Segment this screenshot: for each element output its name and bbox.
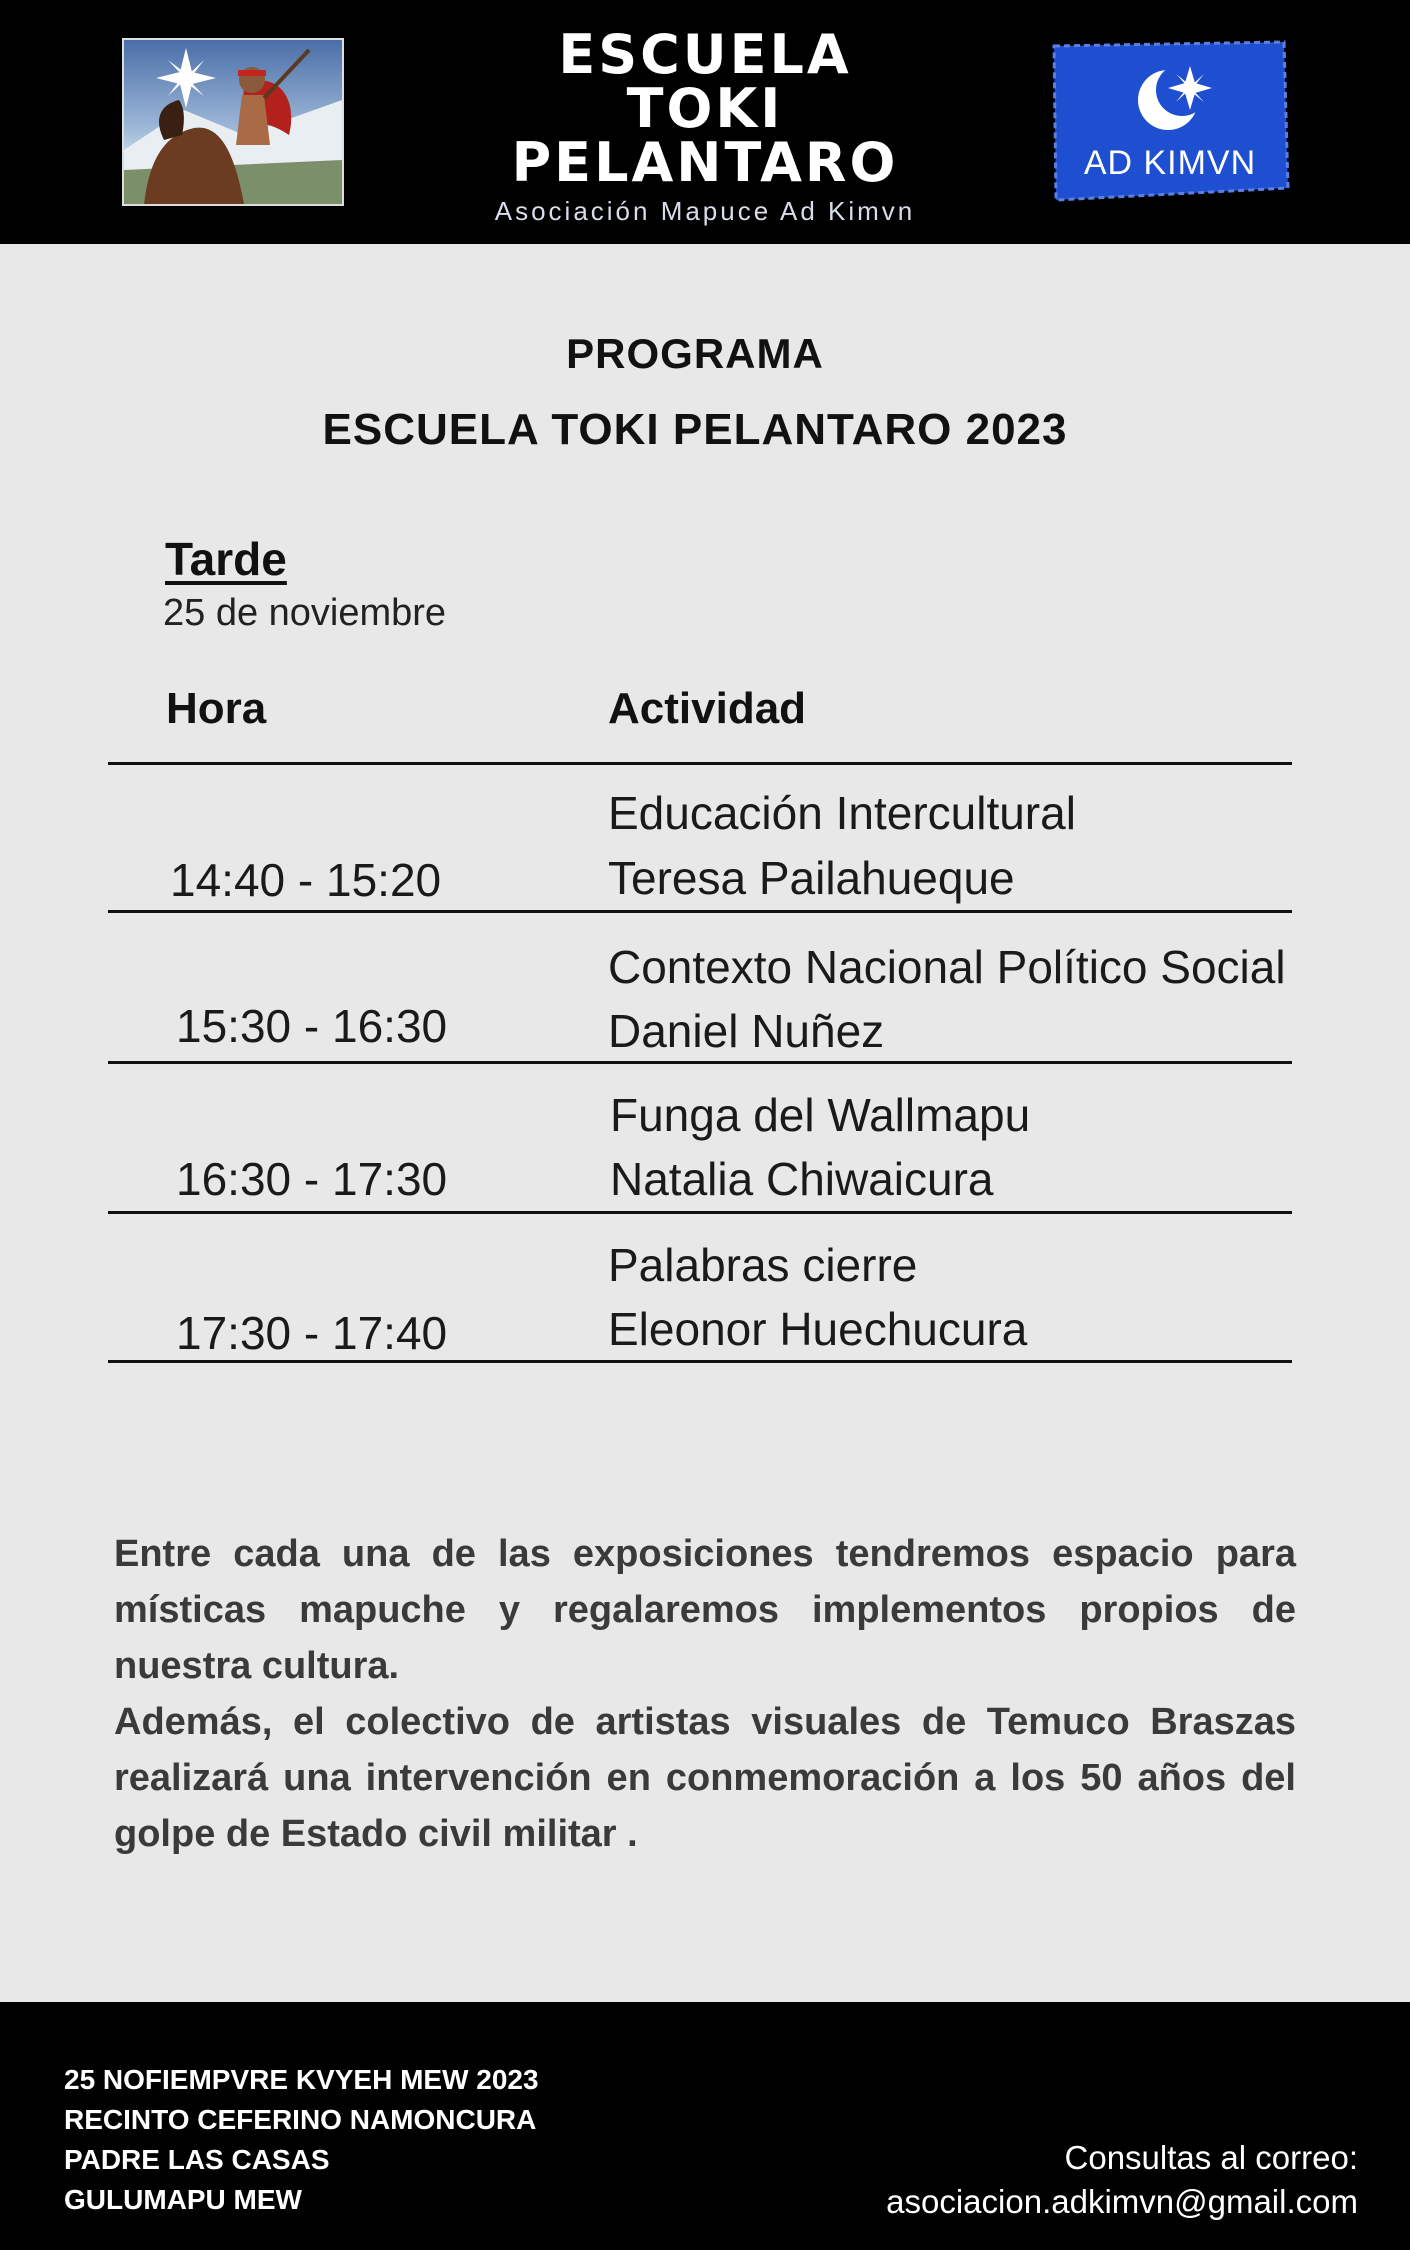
- program-title: PROGRAMA: [566, 330, 824, 377]
- activity-time: 15:30 - 16:30: [176, 1000, 448, 1052]
- school-title-line-2: TOKI: [626, 77, 784, 140]
- program-notes: [114, 1526, 1296, 1862]
- program-subtitle: ESCUELA TOKI PELANTARO 2023: [322, 405, 1068, 454]
- event-region: GULUMAPU MEW: [64, 2184, 302, 2215]
- column-header-hora: Hora: [166, 684, 267, 733]
- activity-speaker: Natalia Chiwaicura: [610, 1153, 994, 1205]
- activity-time: 16:30 - 17:30: [176, 1153, 448, 1205]
- contact-email[interactable]: asociacion.adkimvn@gmail.com: [886, 2183, 1358, 2220]
- activity-speaker: Eleonor Huechucura: [608, 1303, 1028, 1355]
- event-date: 25 NOFIEMPVRE KVYEH MEW 2023: [64, 2064, 539, 2095]
- activity-title: Contexto Nacional Político Social: [608, 941, 1286, 993]
- header-banner: [0, 0, 1410, 244]
- school-title-line-1: ESCUELA: [558, 23, 852, 86]
- row-divider: [108, 1061, 1292, 1064]
- activity-title: Funga del Wallmapu: [610, 1089, 1031, 1141]
- ad-kimvn-flag: [1048, 38, 1292, 206]
- row-divider: [108, 1211, 1292, 1214]
- footer-banner: [0, 2002, 1410, 2250]
- toki-pelantaro-logo: [122, 38, 344, 206]
- school-title-line-3: PELANTARO: [511, 131, 899, 194]
- row-divider: [108, 1360, 1292, 1363]
- flag-label: AD KIMVN: [1083, 144, 1257, 182]
- school-title: [430, 23, 980, 194]
- session-label: Tarde: [165, 533, 287, 585]
- table-header-divider: [108, 762, 1292, 765]
- event-city: PADRE LAS CASAS: [64, 2144, 330, 2175]
- activity-time: 17:30 - 17:40: [176, 1307, 448, 1359]
- warrior-horse-illustration: [124, 40, 342, 204]
- notes-paragraph: Entre cada una de las exposiciones tendremos espacio para místicas mapuche y regalaremos implementos propios de nuestra cultura.: [114, 1533, 1296, 1687]
- activity-speaker: Teresa Pailahueque: [608, 852, 1015, 904]
- column-header-actividad: Actividad: [608, 684, 807, 733]
- ad-kimvn-flag-logo: [1048, 38, 1292, 206]
- notes-paragraph: Además, el colectivo de artistas visuales de Temuco Braszas realizará una intervención en conmemoración a los 50 años del golpe de Estado civil militar .: [114, 1701, 1296, 1855]
- contact-info: [886, 2136, 1358, 2224]
- event-venue: RECINTO CEFERINO NAMONCURA: [64, 2104, 537, 2135]
- association-subtitle: Asociación Mapuce Ad Kimvn: [494, 196, 916, 226]
- contact-label: Consultas al correo:: [1064, 2139, 1358, 2176]
- activity-time: 14:40 - 15:20: [170, 854, 442, 906]
- event-location-info: [64, 2060, 539, 2220]
- activity-title: Palabras cierre: [608, 1239, 918, 1291]
- row-divider: [108, 910, 1292, 913]
- activity-speaker: Daniel Nuñez: [608, 1005, 885, 1057]
- activity-title: Educación Intercultural: [608, 787, 1076, 839]
- session-date: 25 de noviembre: [163, 592, 447, 634]
